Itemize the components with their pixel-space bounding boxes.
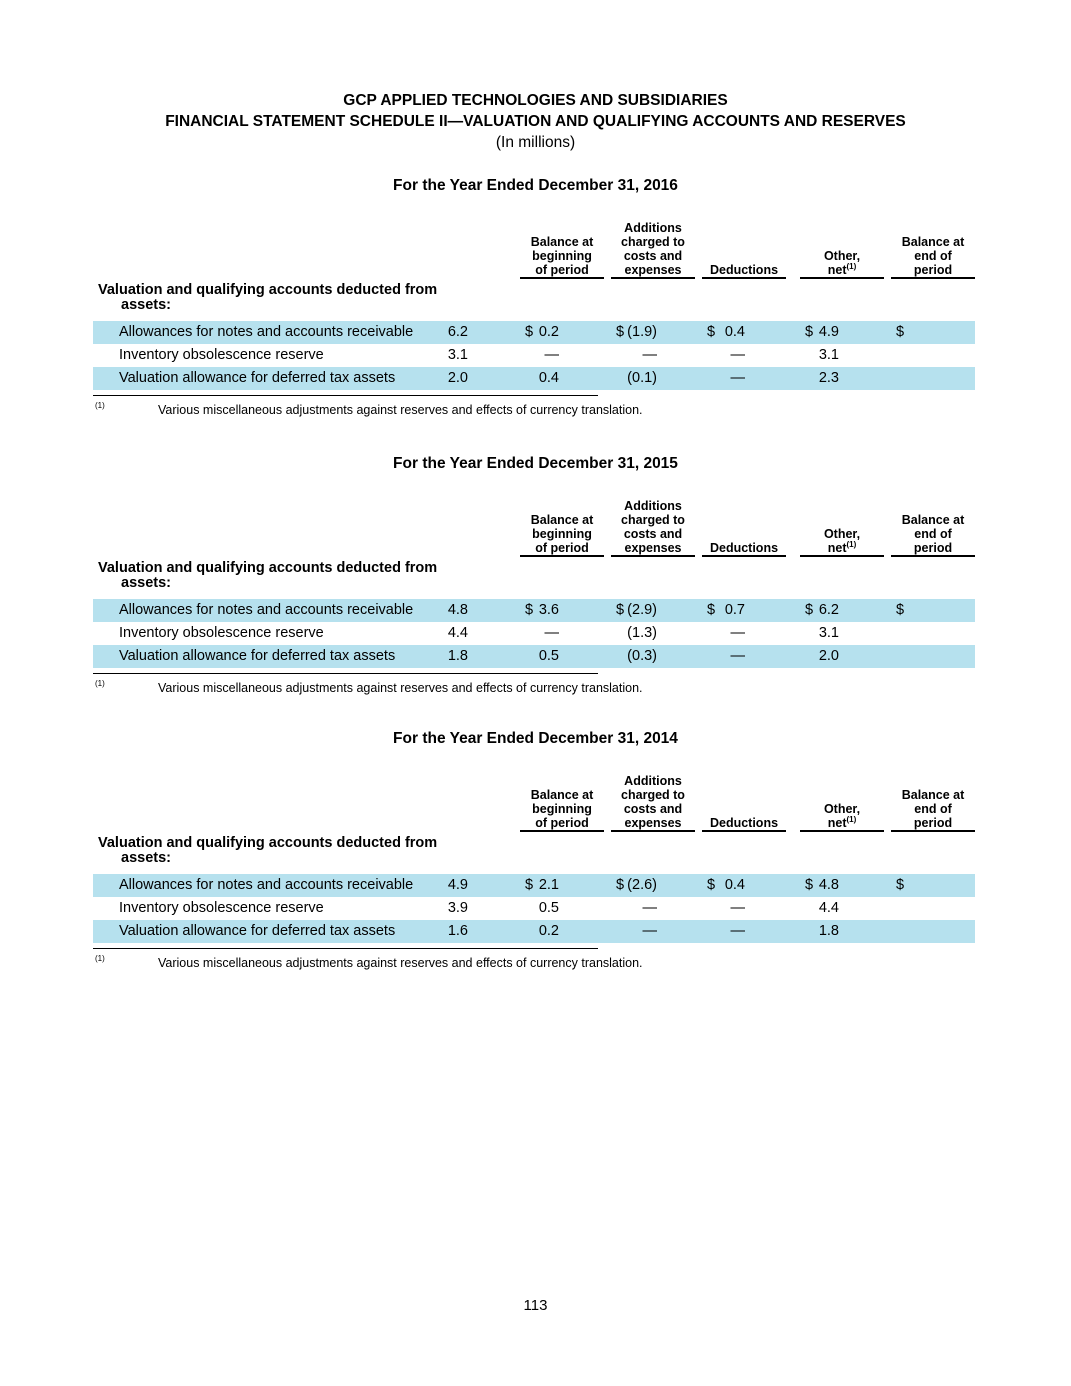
currency-symbol: $ xyxy=(707,877,716,893)
value-cell: 4.8 xyxy=(818,877,839,893)
year-section xyxy=(0,730,1071,1000)
row-label: Allowances for notes and accounts receivable xyxy=(119,877,414,893)
value-cell: 1.8 xyxy=(818,923,839,939)
company-name: GCP APPLIED TECHNOLOGIES AND SUBSIDIARIES xyxy=(343,92,728,109)
row-label: Inventory obsolescence reserve xyxy=(119,900,324,916)
value-cell: 4.9 xyxy=(447,877,468,893)
column-header xyxy=(800,219,884,279)
value-cell: (1.9) xyxy=(627,324,657,340)
currency-symbol: $ xyxy=(805,602,814,618)
column-header xyxy=(702,219,786,279)
currency-symbol: $ xyxy=(525,602,534,618)
table-row xyxy=(93,321,975,344)
value-cell: 4.4 xyxy=(447,625,468,641)
footnote-mark: (1) xyxy=(95,679,105,688)
value-cell: 6.2 xyxy=(447,324,468,340)
column-header-line: charged to xyxy=(621,788,685,802)
value-cell: 4.8 xyxy=(447,602,468,618)
value-cell: 4.9 xyxy=(818,324,839,340)
column-header xyxy=(520,772,604,832)
value-cell: 3.1 xyxy=(818,625,839,641)
value-cell: 3.1 xyxy=(818,347,839,363)
column-header-line: Balance at xyxy=(530,513,594,527)
value-cell: 1.6 xyxy=(447,923,468,939)
column-header xyxy=(520,497,604,557)
column-header-line: period xyxy=(913,263,953,277)
value-cell: — xyxy=(544,347,559,363)
column-header-line: end of xyxy=(914,527,952,541)
table-row xyxy=(93,920,975,943)
value-cell: 0.2 xyxy=(538,923,559,939)
value-cell: 0.4 xyxy=(724,324,745,340)
value-cell: 2.0 xyxy=(447,370,468,386)
schedule-title: FINANCIAL STATEMENT SCHEDULE II—VALUATION AND QUALIFYING ACCOUNTS AND RESERVES xyxy=(165,113,906,130)
column-header-line: Additions xyxy=(624,774,682,788)
column-header-line: Balance at xyxy=(901,788,965,802)
value-cell: — xyxy=(642,347,657,363)
row-label: Allowances for notes and accounts receivable xyxy=(119,324,414,340)
value-cell: — xyxy=(730,347,745,363)
row-label: Valuation allowance for deferred tax assets xyxy=(119,648,396,664)
value-cell: 0.5 xyxy=(538,648,559,664)
column-header-line-with-sup xyxy=(828,541,857,555)
value-cell: 4.4 xyxy=(818,900,839,916)
column-header-line: costs and xyxy=(623,527,683,541)
value-cell: (2.6) xyxy=(627,877,657,893)
column-header-line: net xyxy=(827,263,847,277)
value-cell: — xyxy=(730,625,745,641)
column-header-line: Additions xyxy=(624,221,682,235)
column-header-line: of period xyxy=(535,541,589,555)
footnote-text: Various miscellaneous adjustments against reserves and effects of currency translation. xyxy=(158,956,643,970)
column-header xyxy=(702,497,786,557)
column-header xyxy=(891,497,975,557)
value-cell: — xyxy=(730,648,745,664)
value-cell: 3.6 xyxy=(538,602,559,618)
column-header-line: charged to xyxy=(621,513,685,527)
column-header xyxy=(891,772,975,832)
column-header xyxy=(611,772,695,832)
currency-symbol: $ xyxy=(525,324,534,340)
currency-symbol: $ xyxy=(896,324,905,340)
value-cell: 0.2 xyxy=(538,324,559,340)
column-header-line: expenses xyxy=(624,263,682,277)
value-cell: — xyxy=(642,923,657,939)
column-header-line: beginning xyxy=(532,249,592,263)
units-note: (In millions) xyxy=(495,134,576,151)
row-label: Valuation allowance for deferred tax assets xyxy=(119,370,396,386)
column-header-line: expenses xyxy=(624,541,682,555)
table-row xyxy=(93,897,975,920)
row-group-label xyxy=(98,836,498,866)
column-header-line: Deductions xyxy=(709,263,779,277)
row-group-label xyxy=(98,561,498,591)
section-title: For the Year Ended December 31, 2015 xyxy=(393,455,678,472)
value-cell: — xyxy=(642,900,657,916)
section-title: For the Year Ended December 31, 2016 xyxy=(393,177,678,194)
footnote-mark: (1) xyxy=(95,954,105,963)
column-header xyxy=(611,497,695,557)
currency-symbol: $ xyxy=(805,324,814,340)
value-cell: 2.1 xyxy=(538,877,559,893)
footnote-text: Various miscellaneous adjustments against reserves and effects of currency translation. xyxy=(158,681,643,695)
value-cell: 0.7 xyxy=(724,602,745,618)
row-group-label-line: Valuation and qualifying accounts deducted from xyxy=(98,282,438,298)
table-row xyxy=(93,622,975,645)
footnote-divider xyxy=(93,948,598,949)
section-title: For the Year Ended December 31, 2014 xyxy=(393,730,678,747)
column-header-line: beginning xyxy=(532,527,592,541)
column-header xyxy=(891,219,975,279)
column-header-line: charged to xyxy=(621,235,685,249)
row-group-label-line: Valuation and qualifying accounts deducted from xyxy=(98,835,438,851)
row-group-label-line: Valuation and qualifying accounts deducted from xyxy=(98,560,438,576)
column-header-line: Balance at xyxy=(901,513,965,527)
column-header-line: Balance at xyxy=(530,788,594,802)
currency-symbol: $ xyxy=(616,602,625,618)
value-cell: 3.1 xyxy=(447,347,468,363)
column-header-line-with-sup xyxy=(828,816,857,830)
column-header xyxy=(702,772,786,832)
footnote-mark: (1) xyxy=(95,401,105,410)
column-header-line: period xyxy=(913,816,953,830)
table-row xyxy=(93,599,975,622)
currency-symbol: $ xyxy=(707,602,716,618)
row-group-label-line: assets: xyxy=(121,575,171,591)
footnote-text: Various miscellaneous adjustments against reserves and effects of currency translation. xyxy=(158,403,643,417)
footnote-reference: (1) xyxy=(846,261,857,271)
column-header-line: Other, xyxy=(823,249,861,263)
value-cell: — xyxy=(544,625,559,641)
currency-symbol: $ xyxy=(616,324,625,340)
value-cell: (0.3) xyxy=(627,648,657,664)
footnote-divider xyxy=(93,673,598,674)
column-header xyxy=(611,219,695,279)
column-header-line: beginning xyxy=(532,802,592,816)
column-header-line: net xyxy=(827,816,847,830)
column-header-line-with-sup xyxy=(828,263,857,277)
column-header-line: net xyxy=(827,541,847,555)
currency-symbol: $ xyxy=(896,877,905,893)
column-header-line: Balance at xyxy=(530,235,594,249)
value-cell: 0.4 xyxy=(538,370,559,386)
row-group-label-line: assets: xyxy=(121,297,171,313)
row-group-label xyxy=(98,283,498,313)
currency-symbol: $ xyxy=(896,602,905,618)
value-cell: 6.2 xyxy=(818,602,839,618)
column-header-line: end of xyxy=(914,802,952,816)
footnote-reference: (1) xyxy=(846,539,857,549)
value-cell: 0.5 xyxy=(538,900,559,916)
table-row xyxy=(93,367,975,390)
table-row xyxy=(93,344,975,367)
value-cell: (0.1) xyxy=(627,370,657,386)
column-header-line: of period xyxy=(535,263,589,277)
value-cell: — xyxy=(730,923,745,939)
value-cell: 2.0 xyxy=(818,648,839,664)
column-header xyxy=(800,772,884,832)
column-header-line: costs and xyxy=(623,249,683,263)
footnote-divider xyxy=(93,395,598,396)
currency-symbol: $ xyxy=(805,877,814,893)
column-header-line: costs and xyxy=(623,802,683,816)
row-label: Allowances for notes and accounts receivable xyxy=(119,602,414,618)
table-row xyxy=(93,874,975,897)
year-section xyxy=(0,455,1071,725)
column-header-line: Other, xyxy=(823,527,861,541)
currency-symbol: $ xyxy=(616,877,625,893)
column-header-line: expenses xyxy=(624,816,682,830)
value-cell: 3.9 xyxy=(447,900,468,916)
column-header xyxy=(800,497,884,557)
footnote-reference: (1) xyxy=(846,814,857,824)
value-cell: 0.4 xyxy=(724,877,745,893)
currency-symbol: $ xyxy=(525,877,534,893)
column-header-line: Deductions xyxy=(709,816,779,830)
value-cell: 1.8 xyxy=(447,648,468,664)
column-header-line: period xyxy=(913,541,953,555)
column-header-line: Deductions xyxy=(709,541,779,555)
value-cell: — xyxy=(730,900,745,916)
value-cell: 2.3 xyxy=(818,370,839,386)
table-row xyxy=(93,645,975,668)
value-cell: — xyxy=(730,370,745,386)
row-label: Inventory obsolescence reserve xyxy=(119,347,324,363)
value-cell: (1.3) xyxy=(627,625,657,641)
currency-symbol: $ xyxy=(707,324,716,340)
value-cell: (2.9) xyxy=(627,602,657,618)
column-header-line: end of xyxy=(914,249,952,263)
column-header-line: of period xyxy=(535,816,589,830)
column-header-line: Balance at xyxy=(901,235,965,249)
column-header-line: Additions xyxy=(624,499,682,513)
year-section xyxy=(0,177,1071,447)
page-number: 113 xyxy=(523,1297,548,1314)
column-header xyxy=(520,219,604,279)
row-label: Valuation allowance for deferred tax assets xyxy=(119,923,396,939)
row-group-label-line: assets: xyxy=(121,850,171,866)
column-header-line: Other, xyxy=(823,802,861,816)
row-label: Inventory obsolescence reserve xyxy=(119,625,324,641)
